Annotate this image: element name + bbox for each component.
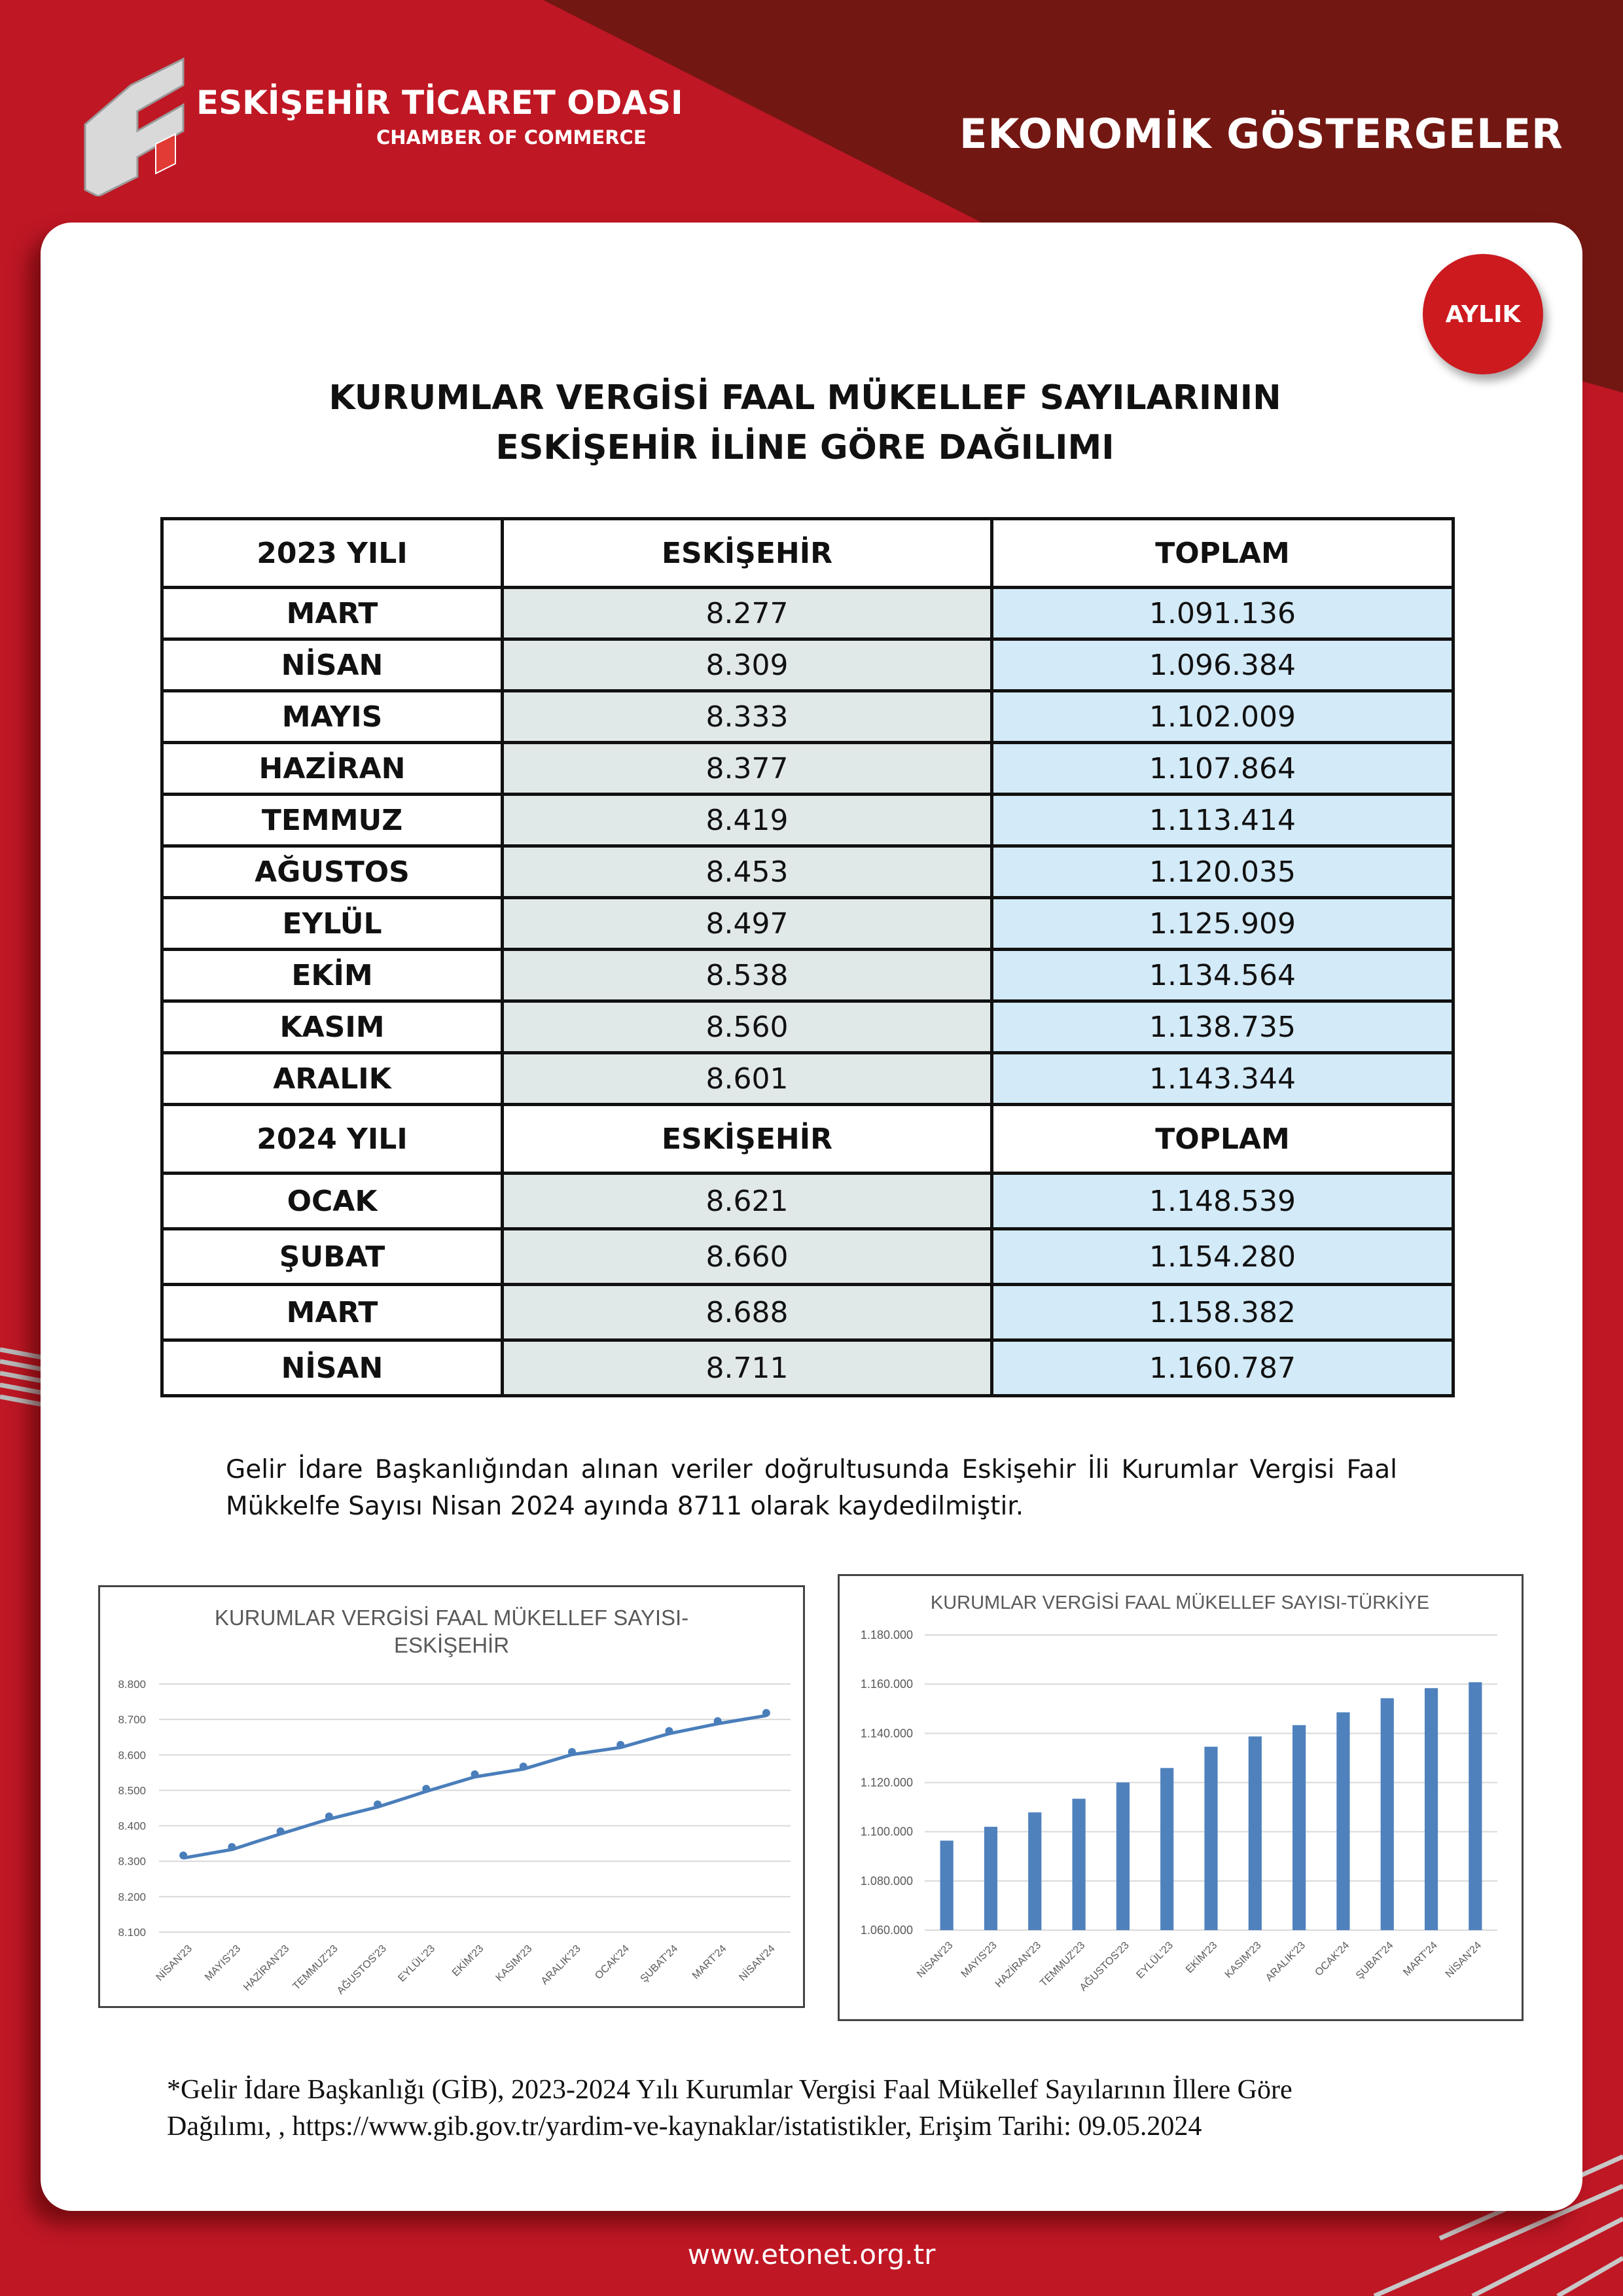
data-point bbox=[665, 1727, 673, 1735]
data-point bbox=[277, 1827, 285, 1835]
y-tick-label: 8.500 bbox=[118, 1784, 146, 1797]
table-row bbox=[162, 1340, 1454, 1396]
month-cell: MART bbox=[162, 1285, 503, 1340]
x-tick-label: ŞUBAT'24 bbox=[638, 1943, 681, 1985]
eskisehir-cell: 8.560 bbox=[503, 1001, 992, 1053]
y-tick-label: 1.160.000 bbox=[860, 1677, 913, 1691]
data-point bbox=[179, 1852, 187, 1859]
eskisehir-cell: 8.538 bbox=[503, 950, 992, 1001]
bar bbox=[940, 1840, 954, 1930]
table-row bbox=[162, 588, 1454, 639]
eskisehir-cell: 8.377 bbox=[503, 743, 992, 795]
toplam-cell: 1.113.414 bbox=[992, 795, 1454, 846]
month-cell: ARALIK bbox=[162, 1053, 503, 1105]
decorative-stripes-left bbox=[0, 1350, 46, 1405]
toplam-cell: 1.138.735 bbox=[992, 1001, 1454, 1053]
bar bbox=[1160, 1768, 1173, 1930]
x-tick-label: TEMMUZ'23 bbox=[291, 1943, 340, 1992]
x-tick-label: NİSAN'24 bbox=[737, 1943, 777, 1984]
month-cell: EKİM bbox=[162, 950, 503, 1001]
bar bbox=[1336, 1712, 1349, 1930]
document-title-line1: KURUMLAR VERGİSİ FAAL MÜKELLEF SAYILARININ bbox=[329, 378, 1281, 418]
eskisehir-cell: 8.419 bbox=[503, 795, 992, 846]
summary-paragraph: Gelir İdare Başkanlığından alınan veriler doğrultusunda Eskişehir İli Kurumlar Vergisi Faal Mükkelfe Sayısı Nisan 2024 ayında 8711 olarak kaydedilmiştir. bbox=[226, 1455, 1397, 1521]
data-point bbox=[374, 1801, 382, 1808]
x-tick-label: AĞUSTOS'23 bbox=[334, 1943, 389, 1997]
toplam-cell: 1.091.136 bbox=[992, 588, 1454, 639]
table-row bbox=[162, 795, 1454, 846]
footnote-line2: Dağılımı, , https://www.gib.gov.tr/yardim-ve-kaynaklar/istatistikler, Erişim Tarihi: 09.05.2024 bbox=[167, 2111, 1202, 2142]
table-row bbox=[162, 846, 1454, 898]
x-tick-label: NİSAN'23 bbox=[915, 1939, 955, 1981]
eskisehir-cell: 8.688 bbox=[503, 1285, 992, 1340]
bar bbox=[1204, 1747, 1217, 1930]
data-point bbox=[471, 1770, 479, 1778]
table-row bbox=[162, 1174, 1454, 1229]
eskisehir-header: ESKİŞEHİR bbox=[503, 519, 992, 588]
month-cell: KASIM bbox=[162, 1001, 503, 1053]
x-tick-label: KASIM'23 bbox=[493, 1943, 535, 1984]
x-tick-label: ARALIK'23 bbox=[539, 1943, 583, 1987]
data-point bbox=[714, 1717, 722, 1725]
data-point bbox=[616, 1741, 624, 1749]
y-tick-label: 8.400 bbox=[118, 1820, 146, 1833]
table-row bbox=[162, 1229, 1454, 1285]
eskisehir-cell: 8.601 bbox=[503, 1053, 992, 1105]
x-tick-label: NİSAN'23 bbox=[154, 1943, 194, 1984]
toplam-cell: 1.125.909 bbox=[992, 898, 1454, 950]
x-tick-label: NİSAN'24 bbox=[1443, 1939, 1484, 1981]
toplam-cell: 1.143.344 bbox=[992, 1053, 1454, 1105]
data-point bbox=[325, 1812, 333, 1820]
table-row bbox=[162, 1053, 1454, 1105]
x-tick-label: OCAK'24 bbox=[1313, 1939, 1352, 1979]
data-point bbox=[228, 1843, 236, 1851]
bar bbox=[1425, 1688, 1438, 1930]
period-badge: AYLIK bbox=[1423, 254, 1543, 374]
month-cell: NİSAN bbox=[162, 1340, 503, 1396]
table-header-row bbox=[162, 1105, 1454, 1174]
x-tick-label: EYLÜL'23 bbox=[1134, 1939, 1176, 1981]
org-subtitle: CHAMBER OF COMMERCE bbox=[376, 126, 647, 149]
month-cell: EYLÜL bbox=[162, 898, 503, 950]
table-row bbox=[162, 691, 1454, 743]
y-tick-label: 1.180.000 bbox=[860, 1628, 913, 1641]
eskisehir-cell: 8.309 bbox=[503, 639, 992, 691]
toplam-cell: 1.148.539 bbox=[992, 1174, 1454, 1229]
series-line bbox=[183, 1715, 766, 1858]
toplam-cell: 1.154.280 bbox=[992, 1229, 1454, 1285]
toplam-header: TOPLAM bbox=[992, 519, 1454, 588]
table-row bbox=[162, 950, 1454, 1001]
eskisehir-header: ESKİŞEHİR bbox=[503, 1105, 992, 1174]
eskisehir-cell: 8.621 bbox=[503, 1174, 992, 1229]
year-header: 2023 YILI bbox=[162, 519, 503, 588]
month-cell: AĞUSTOS bbox=[162, 846, 503, 898]
month-cell: ŞUBAT bbox=[162, 1229, 503, 1285]
table-row bbox=[162, 1001, 1454, 1053]
chart-title: KURUMLAR VERGİSİ FAAL MÜKELLEF SAYISI-TÜRKİYE bbox=[930, 1592, 1430, 1613]
toplam-cell: 1.107.864 bbox=[992, 743, 1454, 795]
toplam-cell: 1.160.787 bbox=[992, 1340, 1454, 1396]
x-tick-label: TEMMUZ'23 bbox=[1038, 1939, 1088, 1989]
x-tick-label: MAYIS'23 bbox=[959, 1939, 999, 1980]
eskisehir-cell: 8.711 bbox=[503, 1340, 992, 1396]
toplam-cell: 1.134.564 bbox=[992, 950, 1454, 1001]
eskisehir-cell: 8.497 bbox=[503, 898, 992, 950]
header-title: EKONOMİK GÖSTERGELER bbox=[959, 110, 1563, 158]
toplam-cell: 1.158.382 bbox=[992, 1285, 1454, 1340]
y-tick-label: 1.100.000 bbox=[860, 1825, 913, 1839]
eskisehir-cell: 8.453 bbox=[503, 846, 992, 898]
bar bbox=[1028, 1812, 1041, 1930]
y-tick-label: 8.600 bbox=[118, 1749, 146, 1762]
x-tick-label: EKİM'23 bbox=[1183, 1939, 1220, 1976]
x-tick-label: KASIM'23 bbox=[1222, 1939, 1264, 1981]
y-tick-label: 8.700 bbox=[118, 1713, 146, 1727]
bar bbox=[1381, 1698, 1394, 1930]
org-name: ESKİŞEHİR TİCARET ODASI bbox=[196, 84, 683, 122]
eskisehir-cell: 8.660 bbox=[503, 1229, 992, 1285]
month-cell: MART bbox=[162, 588, 503, 639]
y-tick-label: 1.120.000 bbox=[860, 1776, 913, 1789]
data-point bbox=[422, 1785, 430, 1793]
month-cell: MAYIS bbox=[162, 691, 503, 743]
month-cell: TEMMUZ bbox=[162, 795, 503, 846]
month-cell: OCAK bbox=[162, 1174, 503, 1229]
bar bbox=[1249, 1736, 1262, 1930]
table-row bbox=[162, 1285, 1454, 1340]
data-point bbox=[520, 1763, 527, 1770]
x-tick-label: ARALIK'23 bbox=[1263, 1939, 1308, 1984]
x-tick-label: HAZİRAN'23 bbox=[993, 1939, 1044, 1990]
table-row bbox=[162, 898, 1454, 950]
y-tick-label: 1.140.000 bbox=[860, 1727, 913, 1740]
data-table bbox=[160, 517, 1455, 1397]
x-tick-label: HAZİRAN'23 bbox=[241, 1943, 292, 1994]
data-point bbox=[762, 1709, 770, 1717]
turkiye-bar-chart bbox=[838, 1574, 1524, 2021]
x-tick-label: MART'24 bbox=[690, 1943, 729, 1982]
eskisehir-line-chart bbox=[98, 1585, 805, 2008]
y-tick-label: 8.200 bbox=[118, 1890, 146, 1903]
x-tick-label: MAYIS'23 bbox=[203, 1943, 243, 1983]
x-tick-label: OCAK'24 bbox=[593, 1943, 632, 1982]
year-header: 2024 YILI bbox=[162, 1105, 503, 1174]
footnote-line1: *Gelir İdare Başkanlığı (GİB), 2023-2024 Yılı Kurumlar Vergisi Faal Mükellef Sayılarının İllere Göre bbox=[167, 2075, 1293, 2105]
chart-title-line1: KURUMLAR VERGİSİ FAAL MÜKELLEF SAYISI- bbox=[214, 1605, 689, 1630]
y-tick-label: 8.300 bbox=[118, 1855, 146, 1868]
x-tick-label: EKİM'23 bbox=[450, 1943, 486, 1979]
toplam-cell: 1.120.035 bbox=[992, 846, 1454, 898]
bar bbox=[1293, 1725, 1306, 1930]
table-row bbox=[162, 639, 1454, 691]
y-tick-label: 1.080.000 bbox=[860, 1874, 913, 1888]
bar bbox=[1469, 1682, 1482, 1930]
x-tick-label: AĞUSTOS'23 bbox=[1077, 1939, 1132, 1994]
source-footnote bbox=[167, 2072, 1410, 2145]
eto-logo bbox=[79, 46, 196, 196]
footer-url[interactable]: www.etonet.org.tr bbox=[687, 2238, 936, 2270]
table-header-row bbox=[162, 519, 1454, 588]
eskisehir-cell: 8.277 bbox=[503, 588, 992, 639]
toplam-cell: 1.102.009 bbox=[992, 691, 1454, 743]
bar bbox=[984, 1827, 997, 1930]
toplam-cell: 1.096.384 bbox=[992, 639, 1454, 691]
y-tick-label: 8.100 bbox=[118, 1926, 146, 1939]
table-row bbox=[162, 743, 1454, 795]
document-title-line2: ESKİŞEHİR İLİNE GÖRE DAĞILIMI bbox=[495, 428, 1115, 467]
y-tick-label: 1.060.000 bbox=[860, 1924, 913, 1937]
data-point bbox=[568, 1748, 576, 1756]
toplam-header: TOPLAM bbox=[992, 1105, 1454, 1174]
chart-title-line2: ESKİŞEHİR bbox=[393, 1633, 510, 1657]
x-tick-label: ŞUBAT'24 bbox=[1353, 1939, 1396, 1982]
month-cell: NİSAN bbox=[162, 639, 503, 691]
y-tick-label: 8.800 bbox=[118, 1678, 146, 1691]
eskisehir-cell: 8.333 bbox=[503, 691, 992, 743]
x-tick-label: EYLÜL'23 bbox=[396, 1943, 438, 1984]
bar bbox=[1072, 1799, 1085, 1930]
bar bbox=[1116, 1782, 1130, 1930]
x-tick-label: MART'24 bbox=[1401, 1939, 1440, 1979]
month-cell: HAZİRAN bbox=[162, 743, 503, 795]
